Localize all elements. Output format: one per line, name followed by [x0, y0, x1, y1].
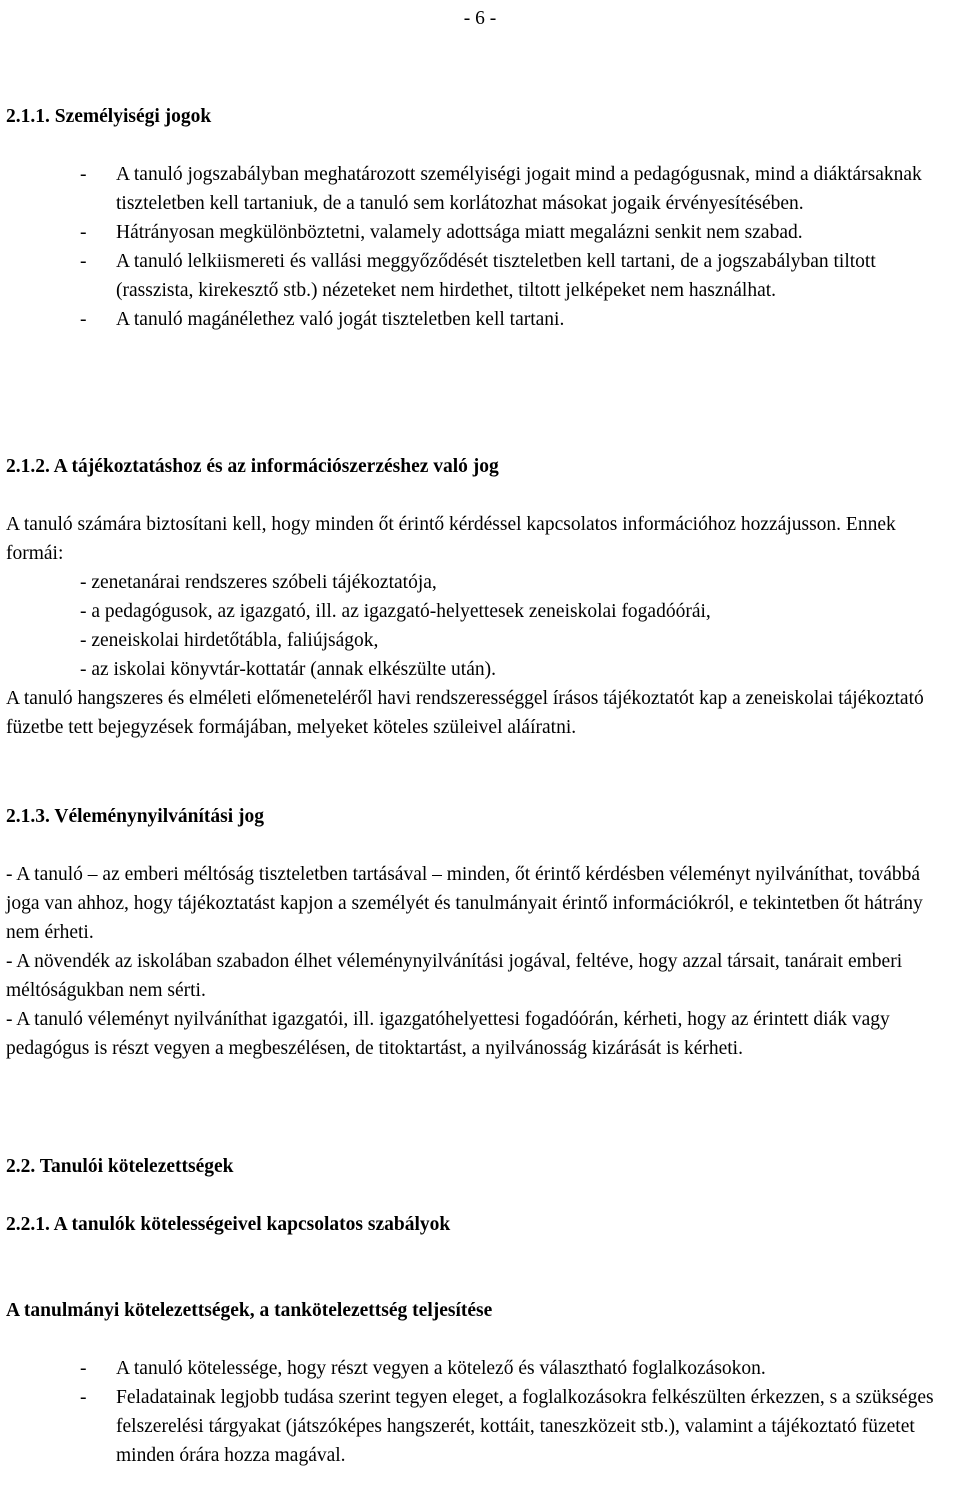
list-item: - az iskolai könyvtár-kottatár (annak elkészülte után).	[80, 659, 496, 680]
page-number: - 6 -	[463, 8, 497, 29]
list-item-text: A tanuló magánélethez való jogát tiszteletben kell tartani.	[116, 309, 565, 330]
list-item	[6, 160, 952, 218]
list-item: - a pedagógusok, az igazgató, ill. az igazgató-helyettesek zeneiskolai fogadóórái,	[80, 601, 711, 622]
dash-bullet: -	[80, 1387, 87, 1408]
list-item: - zenetanárai rendszeres szóbeli tájékoztatója,	[80, 572, 437, 593]
paragraph: - A növendék az iskolában szabadon élhet véleménynyilvánítási jogával, feltéve, hogy azzal társait, tanárait emberi méltóságukban nem sérti.	[6, 951, 903, 1001]
information-rights-block	[6, 510, 952, 742]
personal-rights-list	[6, 160, 952, 334]
paragraph: A tanuló hangszeres és elméleti előmeneteléről havi rendszerességgel írásos tájékoztatót kap a zeneiskolai tájékoztató füzetbe tett bejegyzések formájában, melyeket köteles szüleivel aláíratni.	[6, 688, 924, 738]
list-item	[6, 247, 952, 305]
section-heading-2-2-1: 2.2.1. A tanulók kötelességeivel kapcsolatos szabályok	[6, 1214, 451, 1235]
list-item-text: Feladatainak legjobb tudása szerint tegyen eleget, a foglalkozásokra felkészülten érkezzen, s a szükséges felszerelési tárgyakat (játszóképes hangszerét, kottáit, taneszközeit stb.), valamint a tájékoztató füzetet minden órára hozza magával.	[116, 1387, 934, 1466]
list-item	[6, 305, 952, 334]
dash-bullet: -	[80, 164, 87, 185]
list-item-text: A tanuló jogszabályban meghatározott személyiségi jogait mind a pedagógusnak, mind a diáktársaknak tiszteletben kell tartaniuk, de a tanuló sem korlátozhat másokat jogaik érvényesítésében.	[116, 164, 922, 214]
section-heading-2-1-1: 2.1.1. Személyiségi jogok	[6, 106, 212, 127]
dash-bullet: -	[80, 222, 87, 243]
paragraph: - A tanuló – az emberi méltóság tiszteletben tartásával – minden, őt érintő kérdésben véleményt nyilváníthat, továbbá joga van ahhoz, hogy tájékoztatást kapjon a személyét és tanulmányait érintő információkról, e tekintetben őt hátrány nem érheti.	[6, 864, 923, 943]
opinion-rights-block	[6, 860, 952, 1063]
list-item	[6, 1354, 952, 1383]
dash-bullet: -	[80, 309, 87, 330]
subsection-heading: A tanulmányi kötelezettségek, a tankötelezettség teljesítése	[6, 1300, 493, 1321]
section-heading-2-1-3: 2.1.3. Véleménynyilvánítási jog	[6, 806, 265, 827]
obligations-list	[6, 1354, 952, 1470]
list-item: - zeneiskolai hirdetőtábla, faliújságok,	[80, 630, 379, 651]
list-item-text: Hátrányosan megkülönböztetni, valamely adottsága miatt megalázni senkit nem szabad.	[116, 222, 803, 243]
paragraph: A tanuló számára biztosítani kell, hogy minden őt érintő kérdéssel kapcsolatos információhoz hozzájusson. Ennek formái:	[6, 514, 896, 564]
list-item	[6, 218, 952, 247]
dash-bullet: -	[80, 1358, 87, 1379]
paragraph: - A tanuló véleményt nyilváníthat igazgatói, ill. igazgatóhelyettesi fogadóórán, kérheti, hogy az érintett diák vagy pedagógus is részt vegyen a megbeszélésen, de titoktartást, a nyilvánosság kizárását is kérheti.	[6, 1009, 890, 1059]
section-heading-2-2: 2.2. Tanulói kötelezettségek	[6, 1156, 234, 1177]
list-item	[6, 1383, 952, 1470]
dash-bullet: -	[80, 251, 87, 272]
section-heading-2-1-2: 2.1.2. A tájékoztatáshoz és az információszerzéshez való jog	[6, 456, 499, 477]
list-item-text: A tanuló kötelessége, hogy részt vegyen a kötelező és választható foglalkozásokon.	[116, 1358, 766, 1379]
list-item-text: A tanuló lelkiismereti és vallási meggyőződését tiszteletben kell tartani, de a jogszabályban tiltott (rasszista, kirekesztő stb.) nézeteket nem hirdethet, tiltott jelképeket nem használhat.	[116, 251, 876, 301]
